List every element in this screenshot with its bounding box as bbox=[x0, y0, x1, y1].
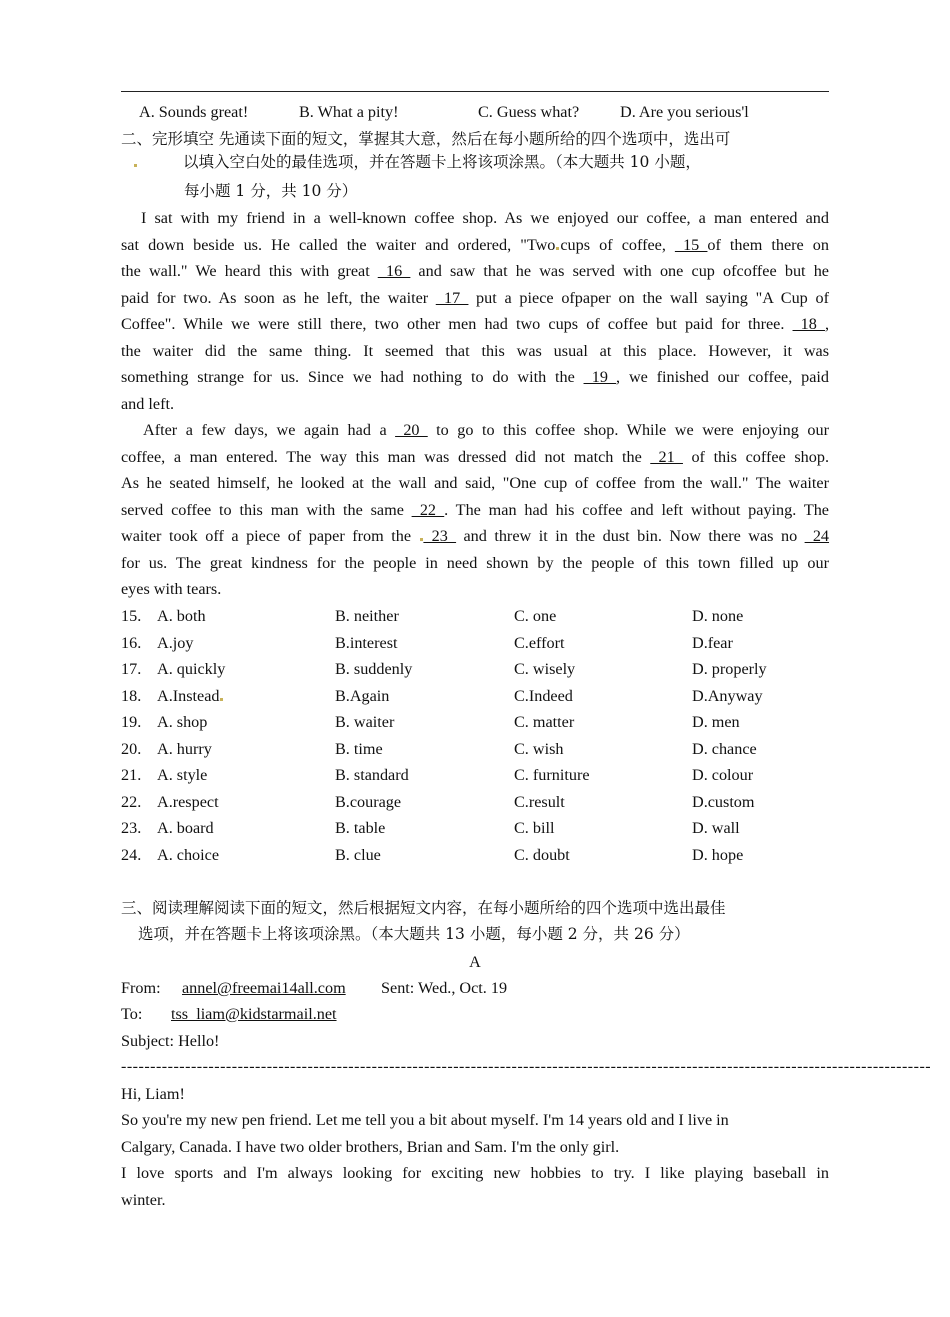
blank-21: _21_ bbox=[650, 448, 683, 466]
passage-p1-line1: I sat with my friend in a well-known coffee shop. As we enjoyed our coffee, a man entered and bbox=[141, 209, 829, 227]
option-b: B. table bbox=[335, 819, 386, 837]
passage-p2-line5: waiter took off a piece of paper from the _23_ and threw it in the dust bin. Now there was no _24 bbox=[121, 527, 830, 545]
option-d: D.custom bbox=[692, 792, 755, 811]
option-c: C. wish bbox=[514, 739, 564, 758]
email-separator: ------------------------------------------------------------------------------------------------------------------------------------------- bbox=[121, 1058, 932, 1075]
passage-p1-line3: the wall." We heard this with great _16_ and saw that he was served with one cup ofcoffee but he bbox=[121, 262, 829, 280]
option-d: D. properly bbox=[692, 660, 767, 678]
header-rule bbox=[121, 91, 829, 92]
email-to-label: To: bbox=[121, 1005, 143, 1023]
blank-22: _22_ bbox=[411, 501, 445, 519]
speck-mark bbox=[556, 247, 559, 250]
question-number: 22. bbox=[121, 792, 142, 811]
question-number: 16. bbox=[121, 633, 142, 652]
email-to-address[interactable]: tss_liam@kidstarmail.net bbox=[171, 1005, 337, 1023]
top-option-a: A. Sounds great! bbox=[139, 103, 249, 121]
blank-23: _23_ bbox=[419, 527, 456, 545]
option-d: D. chance bbox=[692, 739, 757, 758]
blank-16: _16_ bbox=[377, 262, 411, 280]
option-b: B. clue bbox=[335, 845, 381, 864]
option-d: D. men bbox=[692, 713, 740, 731]
option-c: C. one bbox=[514, 607, 557, 625]
option-a: A. both bbox=[157, 607, 206, 625]
email-from-address[interactable]: annel@freemai14all.com bbox=[182, 979, 346, 997]
speck-mark bbox=[220, 698, 223, 701]
passage-p2-line3: As he seated himself, he looked at the wall and said, "One cup of coffee from the wall." The waiter bbox=[121, 474, 829, 492]
option-d: D. colour bbox=[692, 766, 754, 784]
top-option-d: D. Are you serious'l bbox=[620, 103, 749, 121]
passage-p1-line6: the waiter did the same thing. It seemed that this was usual at this place. However, it was bbox=[121, 342, 829, 360]
option-d: D. none bbox=[692, 607, 744, 625]
section3-heading-line1: 三、阅读理解阅读下面的短文，然后根据短文内容，在每小题所给的四个选项中选出最佳 bbox=[121, 899, 726, 917]
option-b: B. neither bbox=[335, 607, 399, 625]
option-a: A. style bbox=[157, 766, 208, 784]
question-number: 23. bbox=[121, 819, 142, 837]
passage-p2-line6: for us. The great kindness for the people in need shown by the people of this town filled up our bbox=[121, 554, 829, 572]
option-c: C. doubt bbox=[514, 845, 570, 864]
passage-p1-line4: paid for two. As soon as he left, the waiter _17_ put a piece ofpaper on the wall saying "A Cup of bbox=[121, 289, 829, 307]
speck-mark bbox=[134, 164, 137, 167]
section2-heading-line2: 以填入空白处的最佳选项，并在答题卡上将该项涂黑。（本大题共 10 小题， bbox=[133, 152, 701, 172]
option-c: C. furniture bbox=[514, 766, 590, 784]
option-a: A. choice bbox=[157, 845, 220, 864]
blank-15: _15_ bbox=[674, 236, 708, 254]
option-c: C.Indeed bbox=[514, 686, 573, 705]
option-b: B. suddenly bbox=[335, 660, 413, 678]
passage-p2-line2: coffee, a man entered. The way this man was dressed did not match the _21_ of this coffee shop. bbox=[121, 448, 829, 466]
option-b: B. time bbox=[335, 739, 383, 758]
passage-p2-line7: eyes with tears. bbox=[121, 580, 222, 598]
passage-p2-line4: served coffee to this man with the same _22_. The man had his coffee and left without paying. The bbox=[121, 501, 829, 519]
blank-17: _17_ bbox=[435, 289, 469, 307]
option-c: C. bill bbox=[514, 819, 555, 837]
option-c: C.result bbox=[514, 792, 565, 811]
question-number: 20. bbox=[121, 739, 142, 758]
passage-p1-line5: Coffee". While we were still there, two other men had two cups of coffee but paid for three. _18_, bbox=[121, 315, 829, 333]
option-d: D.fear bbox=[692, 633, 733, 652]
option-a: A.joy bbox=[157, 633, 194, 652]
option-a: A. hurry bbox=[157, 739, 212, 758]
question-number: 21. bbox=[121, 766, 142, 784]
email-sent-date: Sent: Wed., Oct. 19 bbox=[381, 979, 508, 997]
option-b: B.interest bbox=[335, 633, 398, 652]
option-b: B. standard bbox=[335, 766, 409, 784]
blank-20: _20_ bbox=[395, 421, 428, 439]
email-body-line1: So you're my new pen friend. Let me tell you a bit about myself. I'm 14 years old and I live in bbox=[121, 1111, 729, 1129]
top-option-c: C. Guess what? bbox=[478, 103, 580, 121]
passage-p1-line2: sat down beside us. He called the waiter and ordered, "Two cups of coffee, _15_of them there on bbox=[121, 236, 829, 254]
section3-heading-line2: 选项，并在答题卡上将该项涂黑。（本大题共 13 小题，每小题 2 分，共 26 分） bbox=[138, 925, 690, 943]
option-a: A.respect bbox=[157, 792, 219, 811]
option-c: C. matter bbox=[514, 713, 575, 731]
section2-heading-line3: 每小题 1 分，共 10 分） bbox=[184, 182, 358, 200]
email-greeting: Hi, Liam! bbox=[121, 1085, 185, 1103]
option-a: A. quickly bbox=[157, 660, 226, 678]
email-to-row bbox=[121, 1004, 337, 1024]
question-number: 19. bbox=[121, 713, 142, 731]
email-body-line3: I love sports and I'm always looking for exciting new hobbies to try. I like playing baseball in bbox=[121, 1164, 829, 1182]
option-d: D. hope bbox=[692, 845, 744, 864]
question-number: 24. bbox=[121, 845, 142, 864]
option-a: A. shop bbox=[157, 713, 208, 731]
option-c: C.effort bbox=[514, 633, 565, 652]
option-c: C. wisely bbox=[514, 660, 576, 678]
blank-24: _24 bbox=[804, 527, 830, 545]
question-number: 15. bbox=[121, 607, 142, 625]
passage-p1-line8: and left. bbox=[121, 395, 175, 413]
email-from-label: From: bbox=[121, 979, 161, 997]
passage-p1-line7: something strange for us. Since we had nothing to do with the _19_, we finished our coffee, paid bbox=[121, 368, 829, 386]
blank-19: _19_ bbox=[583, 368, 617, 386]
option-a: A. board bbox=[157, 819, 214, 837]
option-a: A.Instead bbox=[157, 686, 224, 706]
section2-heading-line1: 二、完形填空 先通读下面的短文，掌握其大意，然后在每小题所给的四个选项中，选出可 bbox=[121, 130, 731, 148]
email-subject: Subject: Hello! bbox=[121, 1032, 220, 1050]
top-option-b: B. What a pity! bbox=[299, 103, 399, 121]
option-b: B.Again bbox=[335, 686, 390, 705]
passage-p2-line1: After a few days, we again had a _20_ to go to this coffee shop. While we were enjoying our bbox=[143, 421, 829, 439]
email-body-line2: Calgary, Canada. I have two older brothers, Brian and Sam. I'm the only girl. bbox=[121, 1138, 620, 1156]
reading-part-label: A bbox=[469, 953, 481, 971]
option-d: D. wall bbox=[692, 819, 740, 837]
email-body-line4: winter. bbox=[121, 1191, 166, 1209]
speck-mark bbox=[420, 538, 423, 541]
option-d: D.Anyway bbox=[692, 686, 763, 705]
blank-18: _18_ bbox=[792, 315, 825, 333]
question-number: 18. bbox=[121, 686, 142, 705]
email-from-row bbox=[121, 978, 508, 998]
question-number: 17. bbox=[121, 660, 142, 678]
option-b: B.courage bbox=[335, 792, 402, 811]
option-b: B. waiter bbox=[335, 713, 395, 731]
